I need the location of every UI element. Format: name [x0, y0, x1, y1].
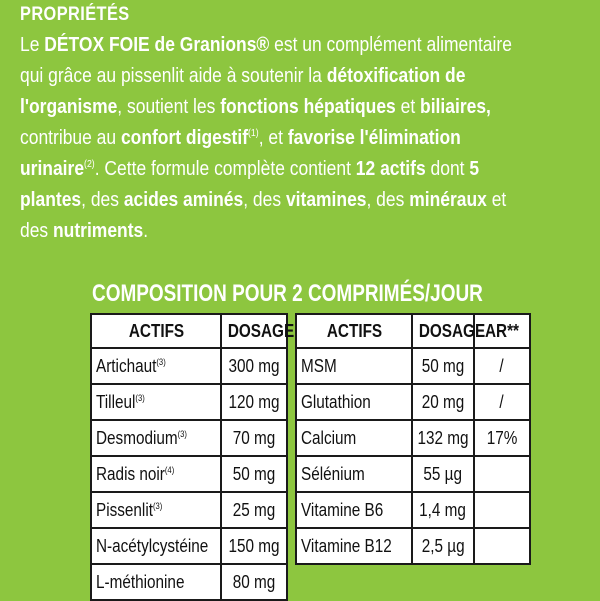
dosage-cell — [412, 420, 474, 456]
table-row — [91, 528, 287, 564]
composition-table-right — [295, 313, 531, 565]
column-header-actifs: ACTIFS — [91, 314, 221, 348]
dosage-cell — [412, 492, 474, 528]
footnote-marker: (3) — [135, 393, 145, 403]
description-text: , des — [81, 189, 124, 211]
dosage-cell — [221, 420, 287, 456]
active-name: N-acétylcystéine — [96, 536, 209, 556]
ar-value: / — [499, 392, 505, 412]
column-header-actifs: ACTIFS — [296, 314, 412, 348]
active-name: Desmodium — [96, 428, 178, 448]
footnote-marker: (3) — [156, 357, 166, 367]
active-name: Tilleul — [96, 392, 136, 412]
properties-description — [20, 30, 579, 247]
description-text: et — [486, 189, 507, 211]
section-heading: PROPRIÉTÉS — [20, 4, 130, 25]
active-name: Artichaut — [96, 356, 157, 376]
description-text: dont — [425, 158, 470, 180]
dosage-value: 80 mg — [232, 572, 276, 592]
column-header-ar: AR** — [474, 314, 530, 348]
description-text: des — [20, 220, 54, 242]
dosage-value: 55 µg — [423, 464, 463, 484]
table-row — [91, 384, 287, 420]
table-header-row — [296, 314, 530, 348]
dosage-value: 1,4 mg — [419, 500, 467, 520]
dosage-value: 2,5 µg — [421, 536, 465, 556]
active-name-cell — [296, 456, 412, 492]
dosage-value: 120 mg — [228, 392, 280, 412]
description-text: , soutient les — [117, 96, 221, 118]
active-name-cell — [91, 348, 221, 384]
dosage-cell — [412, 456, 474, 492]
active-name-cell — [296, 384, 412, 420]
dosage-value: 132 mg — [417, 428, 469, 448]
active-name: Vitamine B6 — [301, 500, 384, 520]
table-row — [296, 348, 530, 384]
column-header-dosage: DOSAGE — [412, 314, 474, 348]
ar-cell — [474, 492, 530, 528]
footnote-marker: (3) — [177, 429, 187, 439]
dosage-value: 25 mg — [232, 500, 276, 520]
description-line — [20, 154, 579, 185]
dosage-value: 20 mg — [421, 392, 465, 412]
description-text: . Cette formule complète contient — [94, 158, 356, 180]
dosage-value: 50 mg — [232, 464, 276, 484]
description-text: , et — [258, 127, 288, 149]
table-row — [296, 456, 530, 492]
dosage-cell — [221, 456, 287, 492]
active-name-cell — [296, 528, 412, 564]
description-text: plantes — [20, 189, 82, 211]
description-text: favorise l'élimination — [287, 127, 461, 149]
dosage-cell — [412, 348, 474, 384]
description-line — [20, 216, 579, 247]
description-text: . — [143, 220, 149, 242]
description-text: biliaires, — [420, 96, 491, 118]
description-text: , des — [366, 189, 410, 211]
table-row — [91, 420, 287, 456]
active-name-cell — [296, 348, 412, 384]
active-name-cell — [91, 456, 221, 492]
dosage-value: 150 mg — [228, 536, 280, 556]
active-name-cell — [91, 528, 221, 564]
active-name: Pissenlit — [96, 500, 153, 520]
active-name-cell — [296, 420, 412, 456]
active-name-cell — [91, 420, 221, 456]
active-name: MSM — [301, 356, 337, 376]
table-row — [296, 384, 530, 420]
active-name: L-méthionine — [96, 572, 185, 592]
dosage-cell — [221, 564, 287, 600]
description-text: est un complément alimentaire — [269, 34, 512, 56]
table-row — [296, 492, 530, 528]
ar-cell — [474, 420, 530, 456]
table-row — [91, 492, 287, 528]
description-text: acides aminés — [123, 189, 244, 211]
description-text: minéraux — [409, 189, 487, 211]
description-text: vitamines — [285, 189, 367, 211]
active-name: Vitamine B12 — [301, 536, 392, 556]
description-text: DÉTOX FOIE de Granions® — [44, 34, 270, 56]
description-text: 5 — [469, 158, 480, 180]
active-name-cell — [91, 384, 221, 420]
ar-cell — [474, 384, 530, 420]
description-text: contribue au — [20, 127, 121, 149]
table-header-row — [91, 314, 287, 348]
footnote-marker: (1) — [248, 128, 259, 139]
footnote-marker: (3) — [152, 501, 163, 511]
ar-cell — [474, 348, 530, 384]
ar-cell — [474, 456, 530, 492]
table-row — [91, 348, 287, 384]
description-text: qui grâce au pissenlit aide à soutenir la — [20, 65, 327, 87]
dosage-value: 50 mg — [421, 356, 465, 376]
active-name: Sélénium — [301, 464, 365, 484]
ar-value: / — [499, 356, 505, 376]
table-row — [296, 420, 530, 456]
active-name-cell — [296, 492, 412, 528]
description-text: fonctions hépatiques — [220, 96, 396, 118]
active-name-cell — [91, 564, 221, 600]
dosage-value: 300 mg — [228, 356, 280, 376]
footnote-marker: (4) — [164, 465, 175, 475]
ar-value: 17% — [486, 428, 518, 448]
description-line — [20, 123, 579, 154]
dosage-cell — [412, 384, 474, 420]
dosage-cell — [221, 384, 287, 420]
description-text: , des — [243, 189, 286, 211]
active-name: Glutathion — [301, 392, 371, 412]
description-text: urinaire — [20, 158, 85, 180]
active-name-cell — [91, 492, 221, 528]
description-text: 12 actifs — [355, 158, 426, 180]
description-line — [20, 61, 579, 92]
footnote-marker: (2) — [84, 159, 95, 170]
description-line — [20, 92, 579, 123]
description-text: détoxification de — [326, 65, 466, 87]
dosage-cell — [221, 528, 287, 564]
description-text: l'organisme — [20, 96, 118, 118]
dosage-value: 70 mg — [232, 428, 276, 448]
column-header-dosage: DOSAGE — [221, 314, 287, 348]
description-line — [20, 185, 579, 216]
table-row — [91, 564, 287, 600]
composition-title: COMPOSITION POUR 2 COMPRIMÉS/JOUR — [92, 280, 483, 307]
description-line — [20, 30, 579, 61]
description-text: et — [395, 96, 421, 118]
dosage-cell — [412, 528, 474, 564]
description-text: confort digestif — [120, 127, 249, 149]
table-row — [91, 456, 287, 492]
composition-table-left — [90, 313, 295, 601]
dosage-cell — [221, 348, 287, 384]
table-row — [296, 528, 530, 564]
dosage-cell — [221, 492, 287, 528]
description-text: Le — [20, 34, 45, 56]
ar-cell — [474, 528, 530, 564]
active-name: Calcium — [301, 428, 357, 448]
active-name: Radis noir — [96, 464, 165, 484]
description-text: nutriments — [53, 220, 144, 242]
